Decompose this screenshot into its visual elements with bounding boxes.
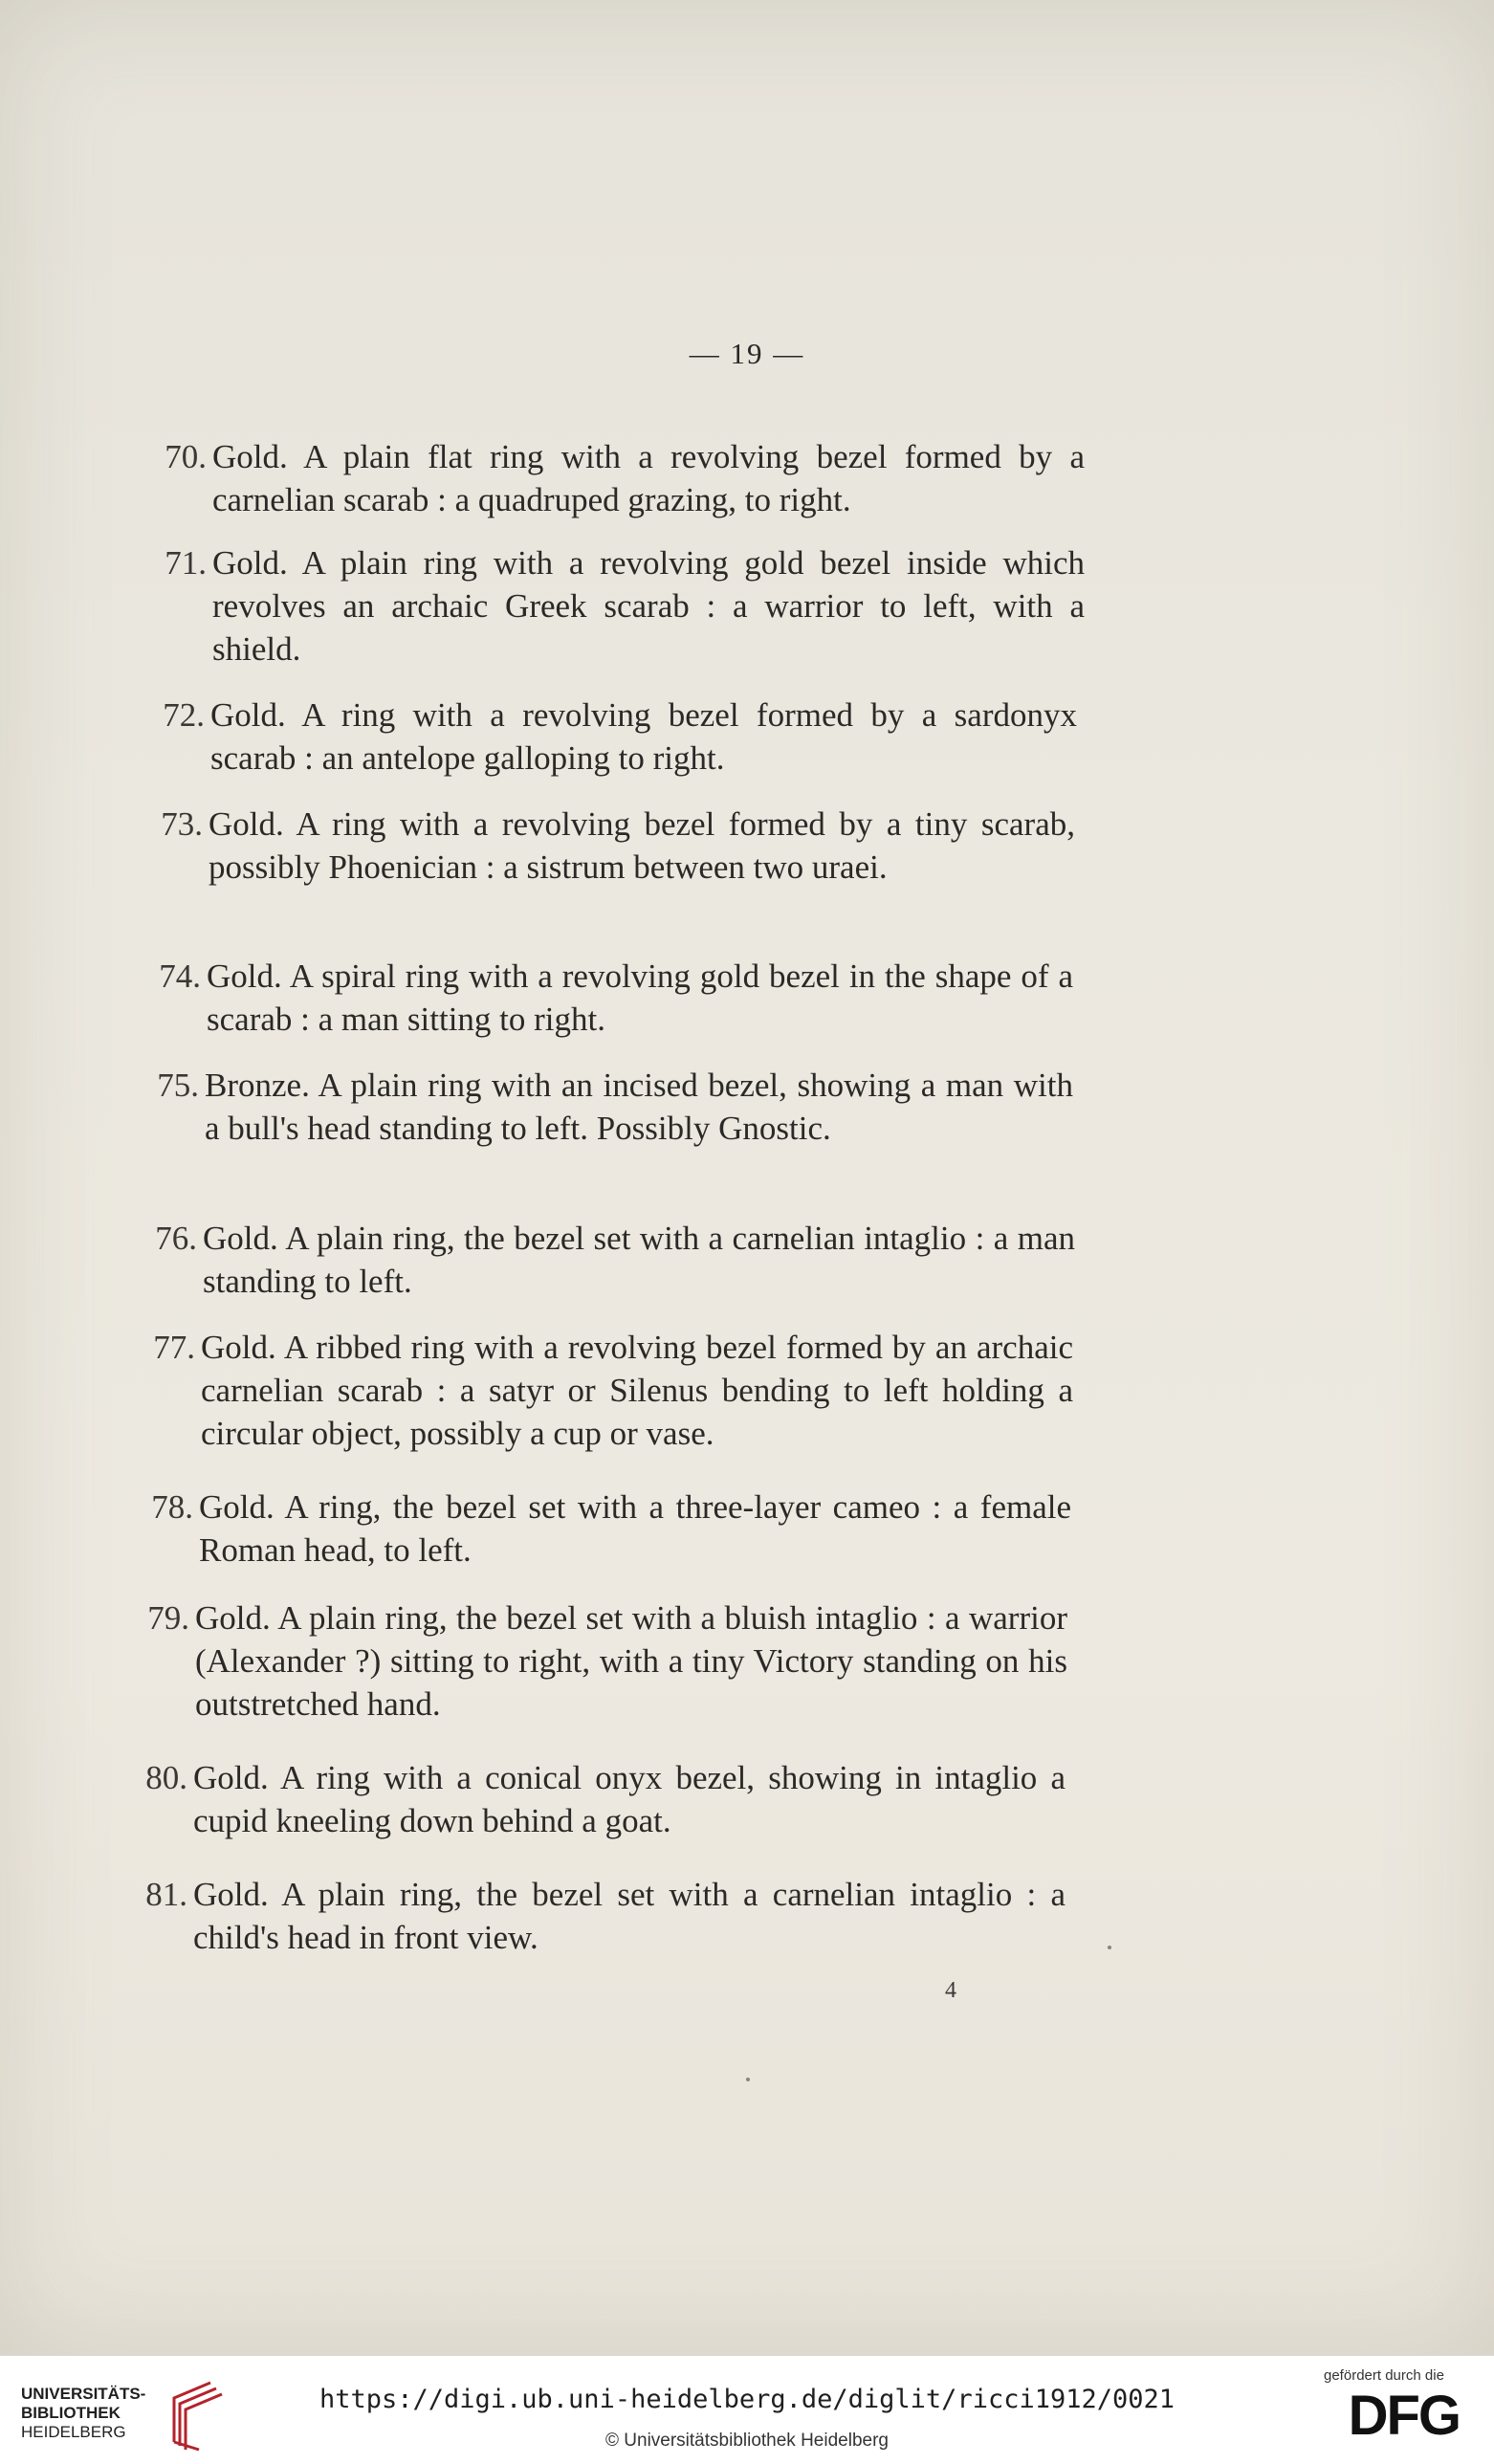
permalink[interactable]: https://digi.ub.uni-heidelberg.de/diglit/ricci1912/0021 bbox=[319, 2385, 1175, 2414]
copyright-notice: © Universitätsbibliothek Heidelberg bbox=[605, 2431, 889, 2451]
viewer-footer bbox=[0, 2355, 1494, 2464]
entry-text: Gold. A plain ring, the bezel set with a bluish intaglio : a warrior (Alexander ?) sitting to right, with a tiny Victory standing on his outstretched hand. bbox=[195, 1599, 1067, 1723]
entry-text: Gold. A ring with a conical onyx bezel, showing in intaglio a cupid kneeling down behind a goat. bbox=[193, 1759, 1066, 1839]
signature-mark: 4 bbox=[945, 1978, 956, 2003]
entry-number: 72. bbox=[163, 696, 205, 734]
library-name-line: BIBLIOTHEK bbox=[21, 2404, 121, 2422]
catalogue-entry bbox=[161, 803, 1075, 889]
paper-speck bbox=[1108, 1946, 1111, 1949]
entry-text: Gold. A spiral ring with a revolving gold bezel in the shape of a scarab : a man sitting to right. bbox=[207, 957, 1073, 1038]
entry-number: 71. bbox=[165, 544, 207, 582]
entry-number: 74. bbox=[159, 957, 201, 995]
entry-number: 73. bbox=[161, 805, 203, 843]
entry-number: 77. bbox=[153, 1329, 195, 1366]
catalogue-entry bbox=[163, 693, 1077, 780]
entry-number: 78. bbox=[151, 1488, 193, 1526]
entry-number: 79. bbox=[147, 1599, 189, 1637]
entry-text: Bronze. A plain ring with an incised bezel, showing a man with a bull's head standing to left. Possibly Gnostic. bbox=[205, 1067, 1073, 1147]
paper-speck bbox=[746, 2078, 750, 2081]
catalogue-entry bbox=[155, 1217, 1075, 1303]
entry-text: Gold. A ring with a revolving bezel formed by a tiny scarab, possibly Phoenician : a sistrum between two uraei. bbox=[209, 805, 1075, 886]
entry-text: Gold. A plain ring, the bezel set with a carnelian intaglio : a man standing to left. bbox=[203, 1220, 1075, 1300]
entry-number: 76. bbox=[155, 1220, 197, 1257]
entry-number: 81. bbox=[145, 1876, 187, 1913]
library-name-line: HEIDELBERG bbox=[21, 2423, 126, 2441]
page-number: — 19 — bbox=[689, 337, 805, 370]
dfg-logo-text: DFG bbox=[1348, 2385, 1460, 2447]
catalogue-entry bbox=[165, 435, 1085, 521]
library-name-line: UNIVERSITÄTS- bbox=[21, 2385, 146, 2403]
dfg-funding-logo[interactable] bbox=[1316, 2367, 1460, 2453]
entry-text: Gold. A ring, the bezel set with a three-layer cameo : a female Roman head, to left. bbox=[199, 1488, 1071, 1569]
catalogue-entry bbox=[157, 1064, 1073, 1150]
catalogue-entry bbox=[145, 1873, 1066, 1959]
catalogue-entry bbox=[159, 955, 1073, 1041]
catalogue-entry bbox=[151, 1485, 1071, 1572]
catalogue-entry bbox=[165, 541, 1085, 671]
entry-text: Gold. A plain flat ring with a revolving bezel formed by a carnelian scarab : a quadruped grazing, to right. bbox=[212, 438, 1085, 518]
catalogue-entry bbox=[153, 1326, 1073, 1455]
funding-caption: gefördert durch die bbox=[1324, 2367, 1444, 2384]
entry-text: Gold. A plain ring, the bezel set with a carnelian intaglio : a child's head in front view. bbox=[193, 1876, 1066, 1956]
catalogue-entry bbox=[147, 1596, 1067, 1726]
entry-number: 80. bbox=[145, 1759, 187, 1796]
entry-text: Gold. A ring with a revolving bezel formed by a sardonyx scarab : an antelope galloping to right. bbox=[210, 696, 1077, 777]
entry-number: 75. bbox=[157, 1067, 199, 1104]
entry-text: Gold. A plain ring with a revolving gold bezel inside which revolves an archaic Greek scarab : a warrior to left, with a shield. bbox=[212, 544, 1085, 668]
entry-text: Gold. A ribbed ring with a revolving bezel formed by an archaic carnelian scarab : a satyr or Silenus bending to left holding a circular object, possibly a cup or vase. bbox=[201, 1329, 1073, 1452]
catalogue-entry bbox=[145, 1756, 1066, 1842]
entry-number: 70. bbox=[165, 438, 207, 475]
